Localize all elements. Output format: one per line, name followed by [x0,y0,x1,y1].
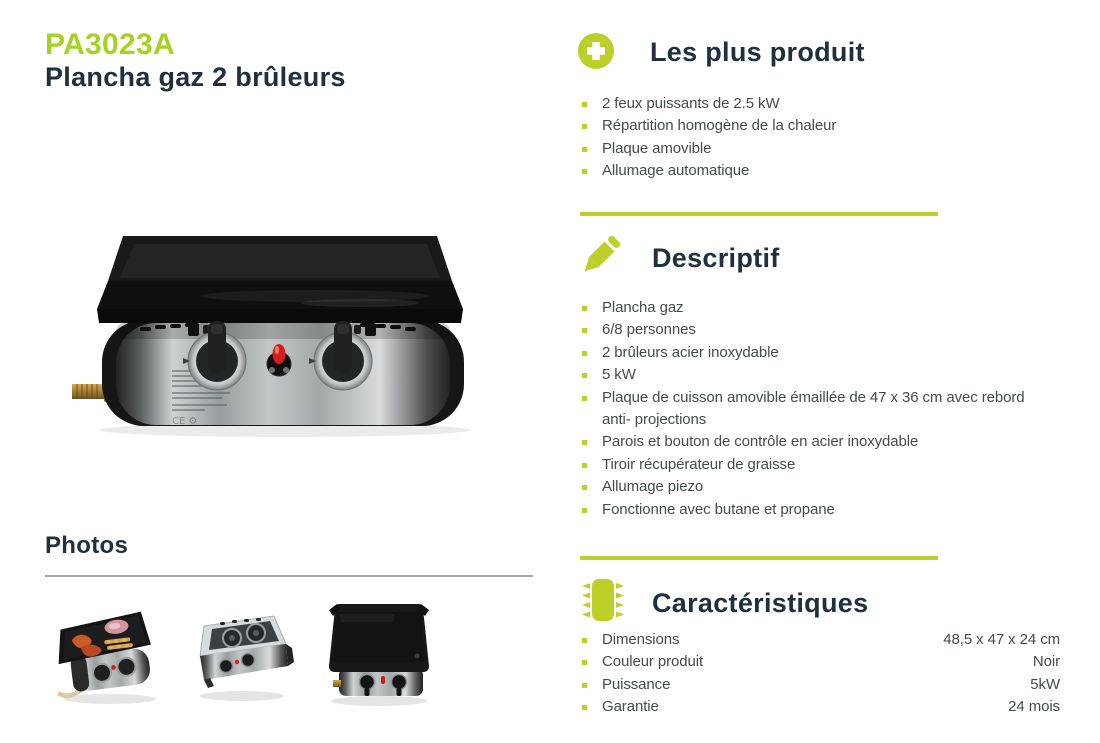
spec-label: Couleur produit [602,653,704,671]
spec-label: Dimensions [602,631,680,648]
list-item: Parois et bouton de contrôle en acier inoxydable [580,431,1052,453]
product-code: PA3023A [45,28,175,61]
product-name: Plancha gaz 2 brûleurs [45,62,346,92]
photo-thumbnails [48,596,443,716]
cooking-plate-illustration [97,236,463,323]
spec-row [580,696,1060,718]
spec-value: 24 mois [1008,698,1060,716]
plus-produit-list [580,93,1052,183]
list-item: Plancha gaz [580,297,1052,319]
spec-label: Puissance [602,675,671,693]
spec-table [580,629,1060,719]
spec-value: 5kW [1030,675,1060,693]
thumbnail-plancha-with-food [48,596,168,716]
thumbnail-plancha-plate [315,596,443,714]
descriptif-list [580,297,1052,521]
pencil-icon [577,231,625,279]
list-item: Allumage piezo [580,476,1052,498]
section-divider [580,212,938,216]
list-item: Tiroir récupérateur de graisse [580,454,1052,476]
list-item: 2 brûleurs acier inoxydable [580,342,1052,364]
list-item: Répartition homogène de la chaleur [580,115,1052,137]
list-item: 2 feux puissants de 2.5 kW [580,93,1052,115]
plancha-illustration [60,224,500,474]
spec-row [580,674,1060,696]
photos-divider [45,575,533,577]
plus-produit-title: Les plus produit [650,37,865,67]
main-product-photo [60,224,500,474]
spec-label: Garantie [602,698,659,716]
spec-value: Noir [1032,653,1060,671]
descriptif-title: Descriptif [652,243,780,273]
photos-section-title: Photos [45,532,129,559]
list-item: 5 kW [580,364,1052,386]
list-item: Plaque de cuisson amovible émaillée de 47 x 36 cm avec rebord anti- projections [580,387,1052,432]
list-item: 6/8 personnes [580,319,1052,341]
spec-value: 48,5 x 47 x 24 cm [943,631,1060,648]
thumbnail-plancha-burners [184,596,299,714]
caracteristiques-title: Caractéristiques [652,588,869,618]
svg-text:CE ⚙: CE ⚙ [172,416,198,427]
list-item: Fonctionne avec butane et propane [580,499,1052,521]
list-item: Allumage automatique [580,160,1052,182]
spec-row [580,629,1060,651]
section-divider [580,556,938,560]
spec-row [580,651,1060,673]
plus-circle-icon [578,33,614,69]
chip-icon [577,576,627,624]
list-item: Plaque amovible [580,138,1052,160]
